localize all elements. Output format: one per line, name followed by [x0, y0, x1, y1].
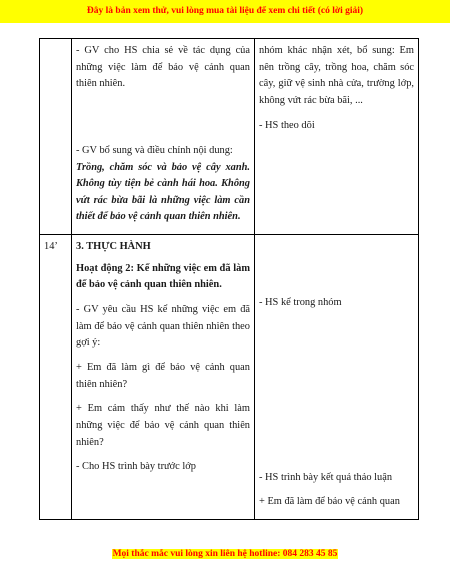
- lesson-plan-table: [39, 38, 419, 520]
- student-step: nhóm khác nhận xét, bổ sung: Em nên trồng cây, trồng hoa, chăm sóc cây, giữ vệ sinh nhà cửa, trường lớp, không vứt rác bừa bãi, ...: [259, 45, 414, 106]
- student-step: + Em đã làm để bảo vệ cảnh quan: [259, 496, 400, 508]
- teacher-activity-cell: [72, 235, 255, 520]
- teacher-step: - Cho HS trình bày trước lớp: [76, 461, 196, 473]
- activity-title: Hoạt động 2: Kể những việc em đã làm để bảo vệ cảnh quan thiên nhiên.: [76, 262, 250, 291]
- teacher-step: - GV bổ sung và điều chỉnh nội dung:: [76, 144, 233, 156]
- teacher-step: - GV yêu cầu HS kể những việc em đã làm để bảo vệ cảnh quan thiên nhiên theo gợi ý:: [76, 304, 250, 349]
- teacher-step: + Em cảm thấy như thế nào khi làm những việc để bảo vệ cảnh quan thiên nhiên?: [76, 403, 250, 448]
- student-step: - HS kể trong nhóm: [259, 297, 342, 309]
- student-activity-cell: [255, 39, 419, 235]
- table-row: [40, 39, 419, 235]
- hotline-text: Mọi thắc mắc vui lòng xin liên hệ hotline: 084 283 45 85: [112, 549, 338, 559]
- teacher-step: + Em đã làm gì để bảo vệ cảnh quan thiên nhiên?: [76, 361, 250, 390]
- time-cell: [40, 39, 72, 235]
- teacher-summary: Trồng, chăm sóc và bảo vệ cây xanh. Không tùy tiện bẻ cành hái hoa. Không vứt rác bừa bãi là những việc làm cần thiết để bảo vệ cảnh quan thiên nhiên.: [76, 161, 250, 223]
- student-step: - HS trình bày kết quả thảo luận: [259, 471, 393, 483]
- hotline-footer: [0, 544, 450, 582]
- student-activity-cell: [255, 235, 419, 520]
- time-cell: 14’: [40, 235, 72, 520]
- preview-banner: Đây là bản xem thử, vui lòng mua tài liệu để xem chi tiết (có lời giải): [0, 0, 450, 23]
- teacher-activity-cell: [72, 39, 255, 235]
- teacher-step: - GV cho HS chia sẻ về tác dụng của những việc làm để bảo vệ cảnh quan thiên nhiên.: [76, 45, 250, 90]
- student-step: - HS theo dõi: [259, 119, 315, 131]
- table-row: [40, 235, 419, 520]
- section-title: 3. THỰC HÀNH: [76, 241, 151, 253]
